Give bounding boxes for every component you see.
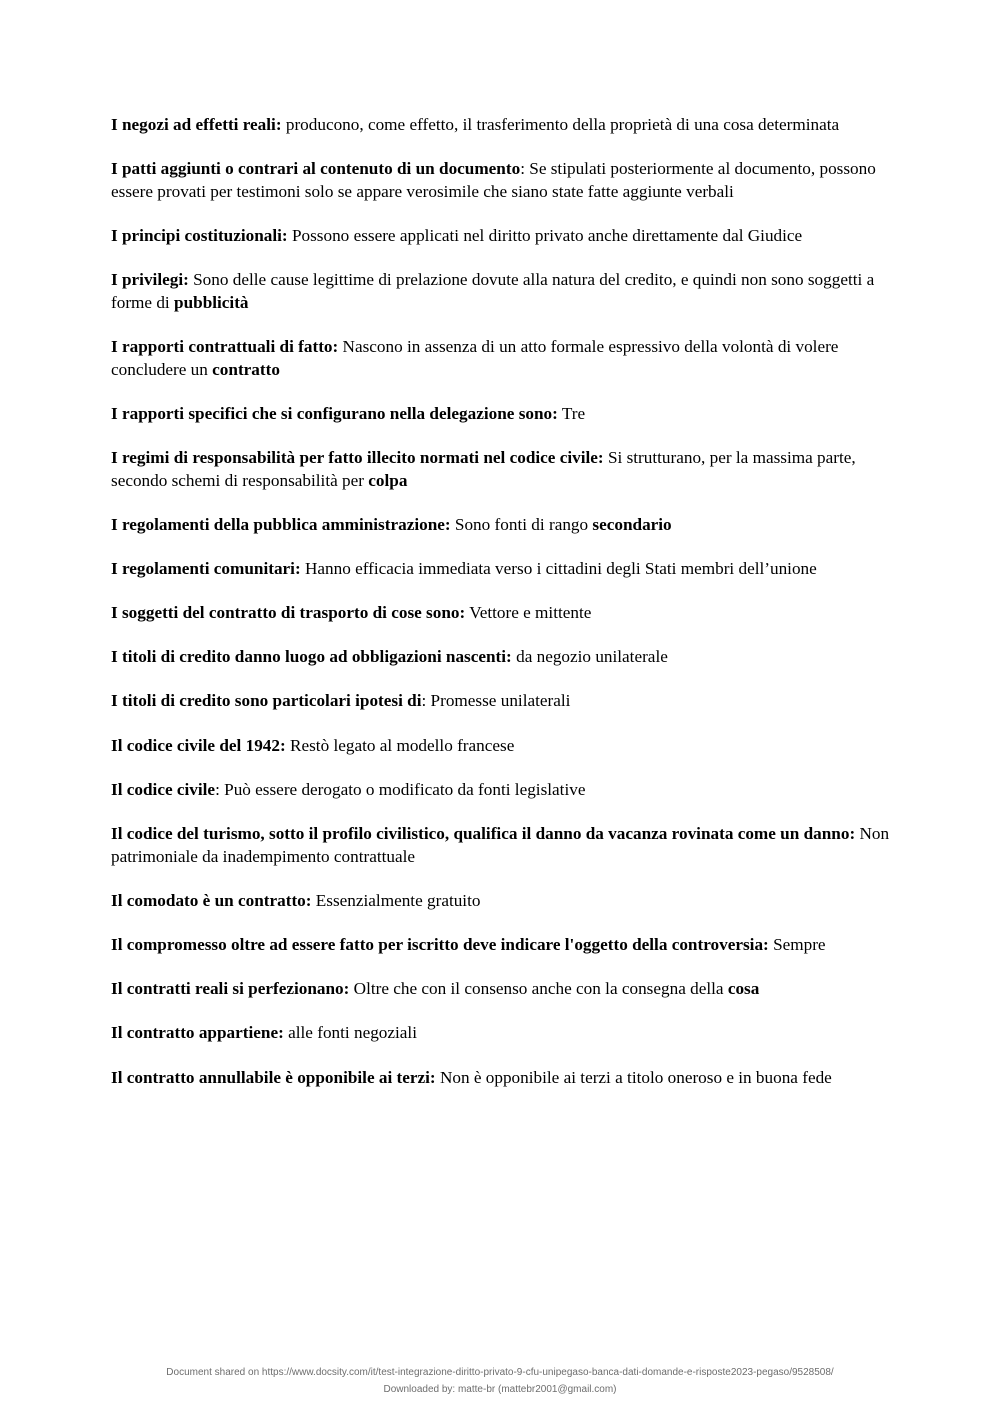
entry-bold-text: Il compromesso oltre ad essere fatto per iscritto deve indicare l'oggetto della controversia:	[111, 934, 769, 954]
entry-bold-text: I regolamenti comunitari:	[111, 558, 301, 578]
entry-text: : Se stipulati posteriormente al documento, possono essere provati per testimoni solo se appare verosimile che siano state fatte aggiunte verbali	[111, 159, 876, 201]
entry-bold-text: cosa	[727, 979, 760, 999]
entry-text: Vettore e mittente	[465, 603, 592, 623]
entry-bold-text: I regolamenti della pubblica amministrazione:	[111, 514, 451, 534]
entry-bold-text: pubblicità	[174, 292, 249, 312]
entry-bold-text: Il codice del turismo, sotto il profilo civilistico, qualifica il danno da vacanza rovinata come un danno:	[111, 824, 856, 843]
qa-entry	[111, 646, 896, 669]
entry-text: alle fonti negoziali	[283, 1023, 417, 1043]
entry-text: Restò legato al modello francese	[285, 735, 515, 755]
qa-entry	[111, 269, 896, 314]
qa-entry	[111, 225, 896, 248]
entry-text: Tre	[557, 403, 586, 423]
entry-bold-text: colpa	[368, 470, 408, 490]
footer-shared-link: Document shared on https://www.docsity.com/it/test-integrazione-diritto-privato-9-cfu-unipegaso-banca-dati-domande-e-risposte2023-pegaso/9528508/	[166, 1367, 834, 1378]
entry-bold-text: I titoli di credito danno luogo ad obbligazioni nascenti:	[111, 647, 512, 667]
qa-entry	[111, 447, 896, 492]
entry-text: : Può essere derogato o modificato da fonti legislative	[215, 779, 586, 799]
qa-entry	[111, 934, 896, 957]
entry-bold-text: secondario	[592, 514, 672, 534]
qa-entry	[111, 823, 896, 868]
entry-text: Non patrimoniale da inadempimento contrattuale	[111, 824, 890, 866]
entry-text: Possono essere applicati nel diritto privato anche direttamente dal Giudice	[287, 225, 803, 245]
entry-bold-text: Il contratti reali si perfezionano:	[111, 979, 350, 999]
qa-entry	[111, 558, 896, 581]
qa-entry	[111, 735, 896, 758]
entry-bold-text: I privilegi:	[111, 270, 189, 290]
entry-text: Oltre che con il consenso anche con la consegna della	[349, 979, 728, 999]
entry-bold-text: Il codice civile	[111, 779, 216, 799]
entry-text: producono, come effetto, il trasferimento della proprietà di una cosa determinata	[281, 115, 840, 134]
entry-text: : Promesse unilaterali	[421, 691, 571, 711]
qa-entry	[111, 114, 896, 137]
qa-entry	[111, 1067, 896, 1090]
entry-bold-text: I patti aggiunti o contrari al contenuto di un documento	[111, 159, 521, 179]
entry-bold-text: I rapporti contrattuali di fatto:	[111, 336, 339, 356]
entry-text: Nascono in assenza di un atto formale espressivo della volontà di volere concludere un	[111, 336, 839, 379]
entry-text: da negozio unilaterale	[511, 647, 668, 667]
qa-entry	[111, 690, 896, 713]
qa-entry	[111, 779, 896, 802]
entry-bold-text: I soggetti del contratto di trasporto di cose sono:	[111, 603, 466, 623]
entry-text: Non è opponibile ai terzi a titolo oneroso e in buona fede	[435, 1067, 832, 1087]
entry-text: Sono fonti di rango	[450, 514, 593, 534]
entry-bold-text: I regimi di responsabilità per fatto illecito normati nel codice civile:	[111, 447, 604, 467]
entry-text: Sono delle cause legittime di prelazione dovute alla natura del credito, e quindi non sono soggetti a forme di	[111, 270, 875, 312]
qa-entry	[111, 602, 896, 625]
qa-entry	[111, 978, 896, 1001]
page-footer	[0, 1364, 1000, 1398]
entry-bold-text: I negozi ad effetti reali:	[111, 115, 282, 134]
entry-bold-text: Il contratto appartiene:	[111, 1023, 284, 1043]
entry-bold-text: Il contratto annullabile è opponibile ai terzi:	[111, 1067, 436, 1087]
entry-text: Hanno efficacia immediata verso i cittadini degli Stati membri dell’unione	[300, 558, 817, 578]
entry-bold-text: Il codice civile del 1942:	[111, 735, 286, 755]
qa-entry	[111, 403, 896, 426]
entry-bold-text: Il comodato è un contratto:	[111, 890, 312, 910]
qa-entry	[111, 336, 896, 381]
entry-bold-text: I titoli di credito sono particolari ipotesi di	[111, 691, 422, 711]
entry-text: Si strutturano, per la massima parte, secondo schemi di responsabilità per	[111, 447, 856, 490]
document-body	[111, 114, 896, 1111]
entry-bold-text: contratto	[212, 359, 280, 379]
qa-entry	[111, 158, 896, 203]
qa-entry	[111, 1022, 896, 1045]
qa-entry	[111, 890, 896, 913]
entry-bold-text: I rapporti specifici che si configurano nella delegazione sono:	[111, 403, 558, 423]
qa-entry	[111, 514, 896, 537]
footer-downloaded-by: Downloaded by: matte-br (mattebr2001@gmail.com)	[383, 1384, 617, 1395]
entry-bold-text: I principi costituzionali:	[111, 225, 288, 245]
entry-text: Essenzialmente gratuito	[311, 890, 481, 910]
entry-text: Sempre	[768, 934, 826, 954]
